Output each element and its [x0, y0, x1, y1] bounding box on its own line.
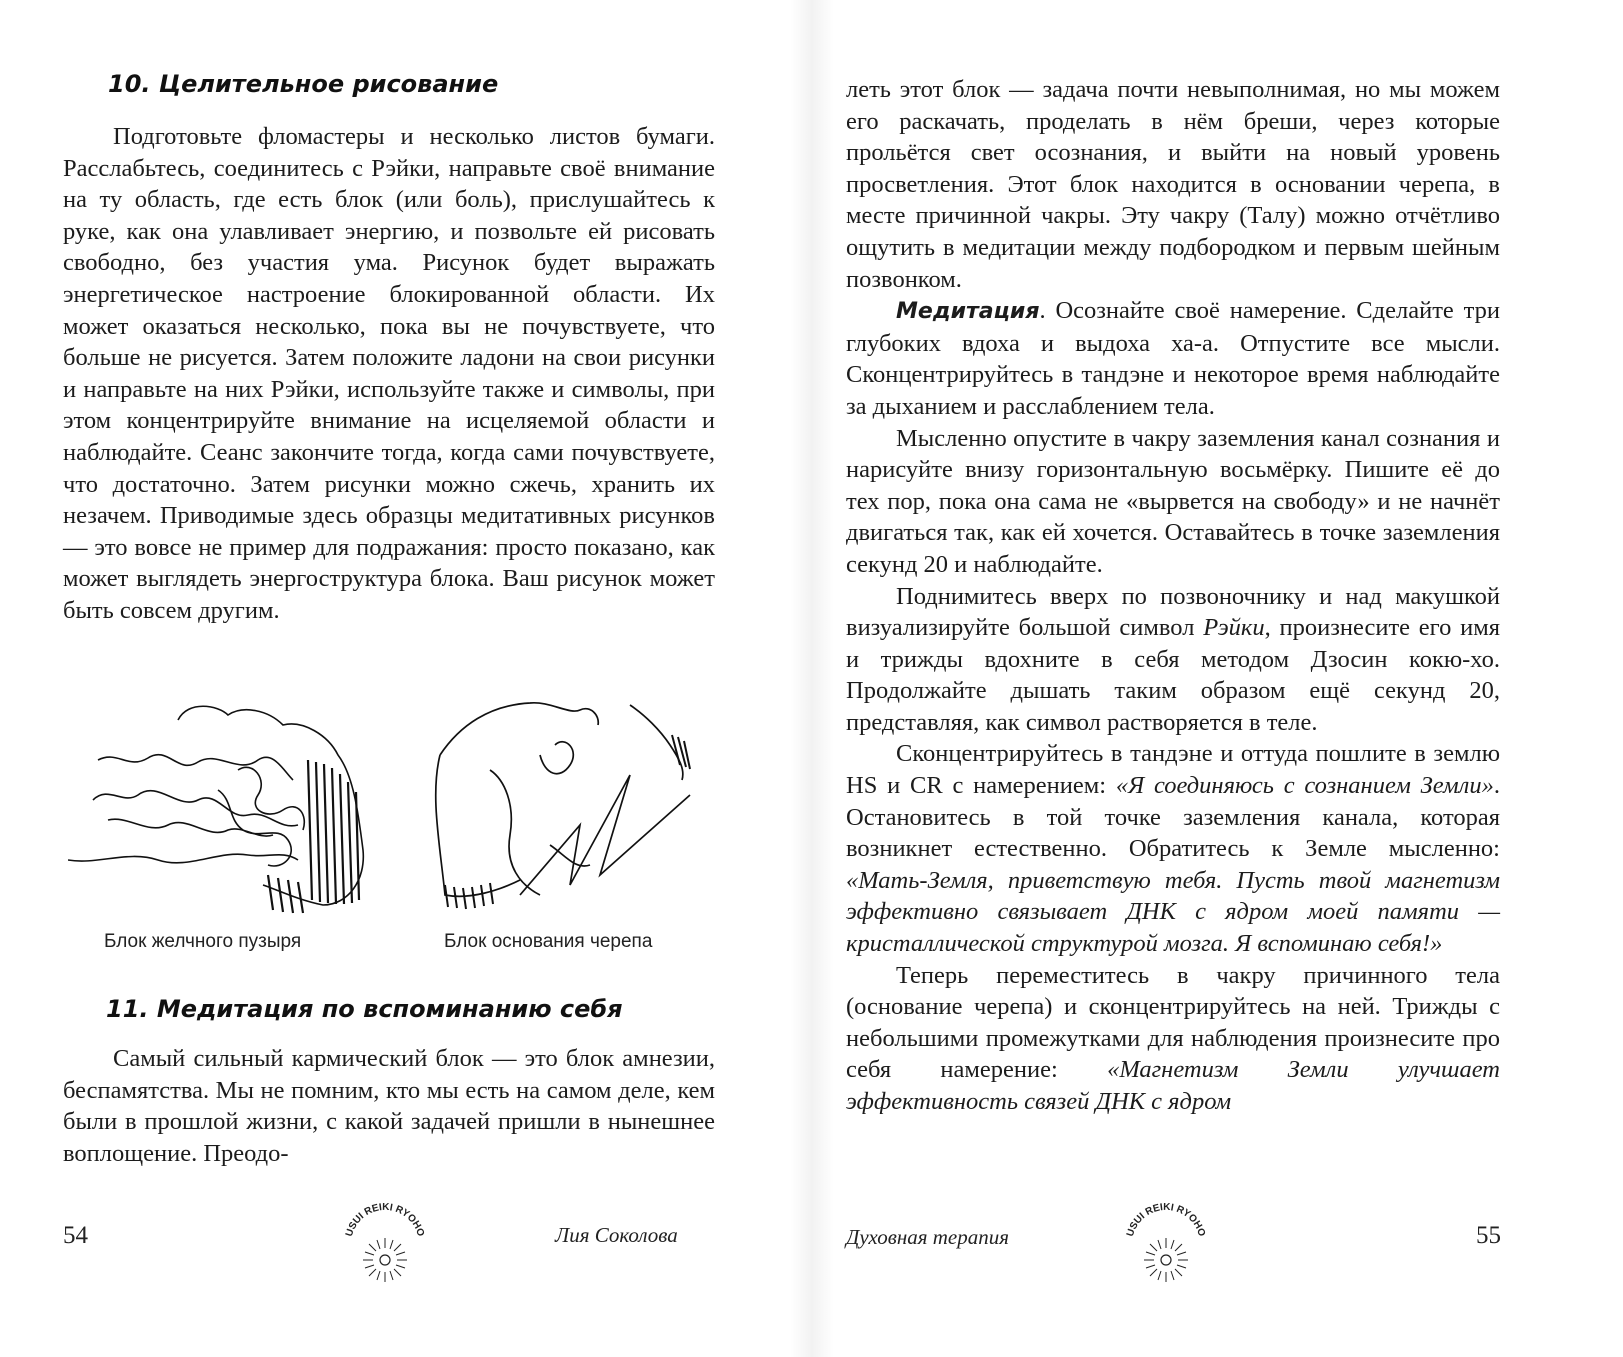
section-11-text: [63, 1043, 715, 1169]
meditation-label: Медитация: [896, 299, 1040, 325]
paragraph-meditation: Медитация. Осознайте своё намерение. Сделайте три глубоких вдоха и выдоха ха-а. Отпустите все мысли. Сконцентрируйтесь в тандэне и некоторое время наблюдайте за дыханием и расслаблением тела.: [846, 297, 1500, 420]
right-page: [811, 0, 1623, 1357]
paragraph-continuation: леть этот блок — задача почти невыполнимая, но мы можем его раскачать, проделать в нём бреши, через которые прольётся свет осознания, и выйти на новый уровень просветления. Этот блок находится в основании черепа, в месте причинной чакры. Эту чакру (Талу) можно отчётливо ощутить в медитации между подбородком и первым шейным позвонком.: [846, 76, 1500, 293]
reiki-emblem-icon: [1116, 1192, 1216, 1292]
emblem-text: USUI REIKI RYOHO: [1124, 1201, 1208, 1238]
section-11-heading: 11. Медитация по вспоминанию себя: [106, 995, 623, 1023]
gallbladder-block-drawing: [68, 700, 368, 915]
figure-caption-skull-base: Блок основания черепа: [444, 931, 653, 952]
svg-text:USUI REIKI RYOHO: [344, 1202, 426, 1238]
skull-base-block-drawing: [430, 695, 695, 910]
paragraph-earth: Сконцентрируйтесь в тандэне и оттуда пошлите в землю HS и CR с намерением: «Я соединяюсь с сознанием Земли». Остановитесь в той точке заземления канала, которая возникнет естественно. Обратитесь к Земле мысленно: «Мать-Земля, приветствую тебя. Пусть твой магнетизм эффективно связывает ДНК с ядром моей памяти — кристаллической структурой мозга. Я вспоминаю себя!»: [846, 740, 1500, 958]
page-number-right: 55: [1476, 1222, 1501, 1249]
paragraph-causal-chakra: Теперь переместитесь в чакру причинного тела (основание черепа) и сконцентрируйтесь на ней. Трижды с небольшими промежутками для наблюдения произнесите про себя намерение: «Магнетизм Земли улучшает эффективность связей ДНК с ядром: [846, 961, 1500, 1115]
section-10-paragraph: Подготовьте фломастеры и несколько листов бумаги. Расслабьтесь, соединитесь с Рэйки, направьте своё внимание на ту область, где есть блок (или боль), прислушайтесь к руке, как она улавливает энергию, и позвольте ей рисовать свободно, без участия ума. Рисунок будет выражать энергетическое настроение блокированной области. Их может оказаться несколько, пока вы не почувствуете, что больше не рисуется. Затем положите ладони на свои рисунки и направьте на них Рэйки, используйте также и символы, при этом концентрируйте внимание на исцеляемой области и наблюдайте. Сеанс закончите тогда, когда сами почувствуете, что достаточно. Затем рисунки можно сжечь, хранить их незачем. Приводимые здесь образцы медитативных рисунков — это вовсе не пример для подражания: просто показано, как может выглядеть энергоструктура блока. Ваш рисунок может быть совсем другим.: [63, 123, 715, 624]
paragraph-reiki-symbol: Поднимитесь вверх по позвоночнику и над макушкой визуализируйте большой символ Рэйки, произнесите его имя и трижды вдохните в себя методом Дзосин кокю-хо. Продолжайте дышать таким образом ещё секунд 20, представляя, как символ растворяется в теле.: [846, 582, 1501, 736]
reiki-emblem-icon: [335, 1192, 435, 1292]
right-page-text: [846, 74, 1500, 1118]
left-page: [0, 0, 811, 1357]
section-11-paragraph: Самый сильный кармический блок — это блок амнезии, беспамятства. Мы не помним, кто мы есть на самом деле, кем были в прошлой жизни, с какой задачей пришли в нынешнее воплощение. Преодо-: [63, 1045, 715, 1167]
section-10-text: [63, 121, 715, 627]
section-10-heading: 10. Целительное рисование: [108, 70, 499, 98]
paragraph-grounding: Мысленно опустите в чакру заземления канал сознания и нарисуйте внизу горизонтальную восьмёрку. Пишите её до тех пор, пока она сама не «вырвется на свободу» и не начнёт двигаться так, как ей хочется. Оставайтесь в точке заземления секунд 20 и наблюдайте.: [846, 424, 1500, 578]
running-title-left: Лия Соколова: [555, 1223, 678, 1247]
emblem-text: USUI REIKI RYOHO: [343, 1201, 427, 1238]
figure-caption-gallbladder: Блок желчного пузыря: [104, 931, 302, 952]
page-number-left: 54: [63, 1222, 88, 1249]
running-title-right: Духовная терапия: [846, 1225, 1009, 1249]
svg-text:USUI REIKI RYOHO: [1125, 1202, 1207, 1238]
